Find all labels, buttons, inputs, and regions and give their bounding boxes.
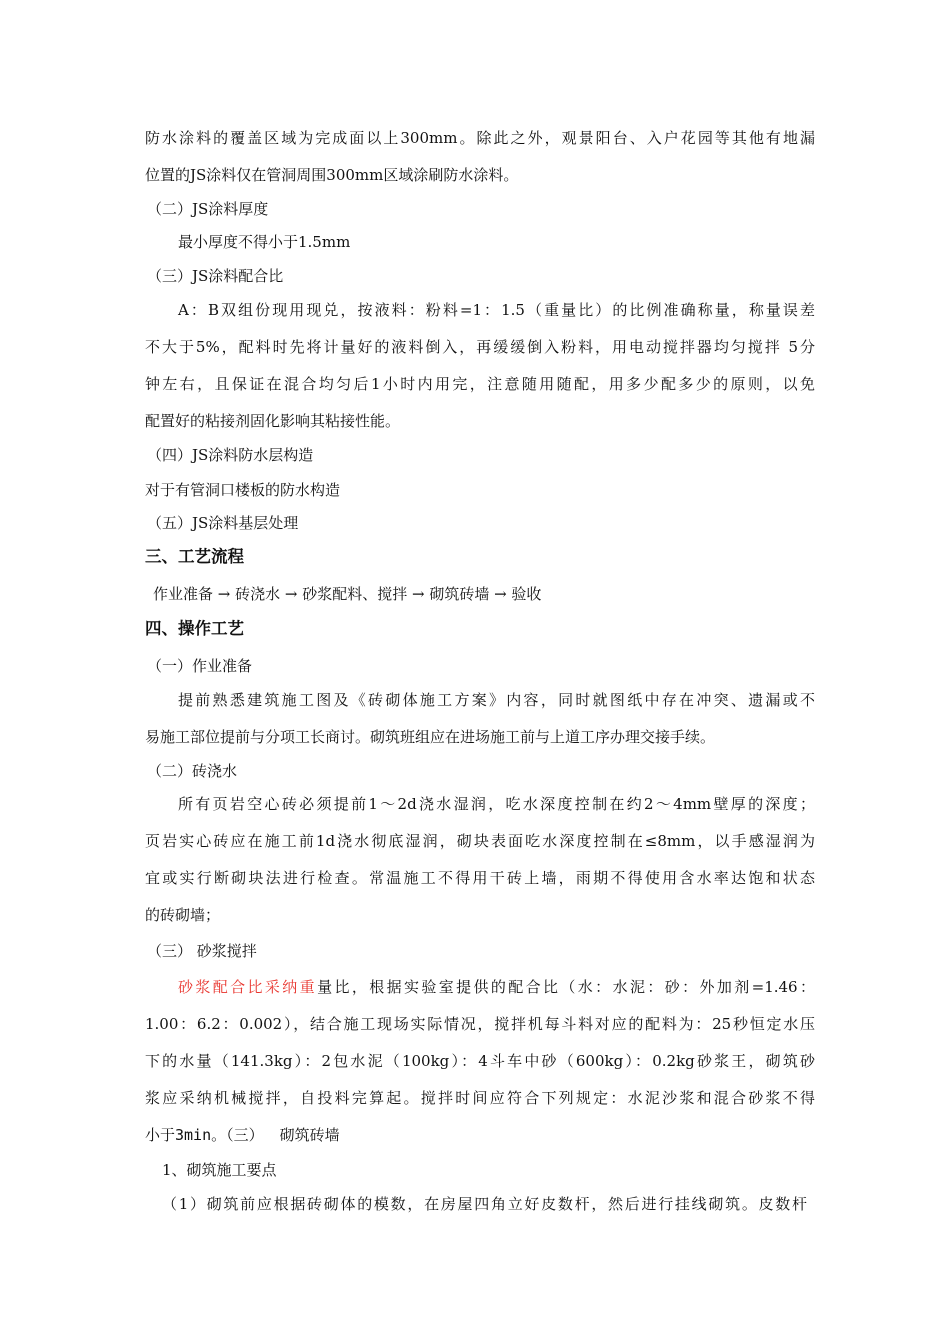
section-heading: （五）JS涂料基层处理 [147,514,299,532]
paragraph-line: 浆应采纳机械搅拌，自投料完算起。搅拌时间应符合下列规定：水泥沙浆和混合砂浆不得 [145,1089,815,1107]
paragraph-line: 的砖砌墙； [145,906,221,924]
paragraph-line: 最小厚度不得小于1.5mm [178,233,351,251]
chapter-title: 三、工艺流程 [145,547,244,566]
section-heading: （三） 砂浆搅拌 [147,942,257,960]
paragraph-line [145,1125,815,1145]
paragraph-line: 提前熟悉建筑施工图及《砖砌体施工方案》内容，同时就图纸中存在冲突、遗漏或不 [178,691,815,709]
section-heading: （二）砖浇水 [147,762,238,780]
paragraph-line: 配置好的粘接剂固化影响其粘接性能。 [145,412,401,430]
chapter-title: 四、操作工艺 [145,619,244,638]
paragraph-line: 钟左右，且保证在混合均匀后1小时内用完，注意随用随配，用多少配多少的原则，以免 [145,375,815,393]
paragraph-line: 所有页岩空心砖必须提前1～2d浇水湿润，吃水深度控制在约2～4mm壁厚的深度； [178,795,815,813]
paragraph-line [178,977,815,997]
paragraph-line: 1.00：6.2：0.002），结合施工现场实际情况，搅拌机每斗料对应的配料为：25秒恒定水压 [145,1015,815,1033]
list-heading: 1、砌筑施工要点 [162,1161,277,1179]
paragraph-line: 防水涂料的覆盖区域为完成面以上300mm。除此之外，观景阳台、入户花园等其他有地漏 [145,129,815,147]
paragraph-text: 量比，根据实验室提供的配合比（水：水泥：砂：外加剂=1.46： [317,978,815,996]
section-heading: （二）JS涂料厚度 [147,200,269,218]
section-heading: （四）JS涂料防水层构造 [147,446,314,464]
paragraph-text: 小于3min。（三） [145,1126,264,1144]
section-heading: （一）作业准备 [147,657,253,675]
paragraph-line: 不大于5%，配料时先将计量好的液料倒入，再缓缓倒入粉料，用电动搅拌器均匀搅拌 5分 [145,338,815,356]
highlighted-text: 砂浆配合比采纳重 [178,978,318,996]
paragraph-line: 易施工部位提前与分项工长商讨。砌筑班组应在进场施工前与上道工序办理交接手续。 [145,728,716,746]
section-heading: （三）JS涂料配合比 [147,267,284,285]
process-flow: 作业准备 → 砖浇水 → 砂浆配料、搅拌 → 砌筑砖墙 → 验收 [153,585,542,603]
paragraph-line: （1）砌筑前应根据砖砌体的模数，在房屋四角立好皮数杆，然后进行挂线砌筑。皮数杆 [162,1195,807,1213]
paragraph-text: 砌筑砖墙 [279,1126,340,1144]
paragraph-line: 位置的JS涂料仅在管洞周围300mm区域涂刷防水涂料。 [145,166,519,184]
paragraph-line: 对于有管洞口楼板的防水构造 [145,481,341,499]
paragraph-line: 宜或实行断砌块法进行检查。常温施工不得用干砖上墙，雨期不得使用含水率达饱和状态 [145,869,815,887]
paragraph-line: A：B双组份现用现兑，按液料：粉料=1：1.5（重量比）的比例准确称量，称量误差 [178,301,815,319]
paragraph-line: 页岩实心砖应在施工前1d浇水彻底湿润，砌块表面吃水深度控制在≤8mm，以手感湿润为 [145,832,815,850]
paragraph-line: 下的水量（141.3kg）：2包水泥（100kg）：4斗车中砂（600kg）：0.2kg砂浆王，砌筑砂 [145,1052,815,1070]
